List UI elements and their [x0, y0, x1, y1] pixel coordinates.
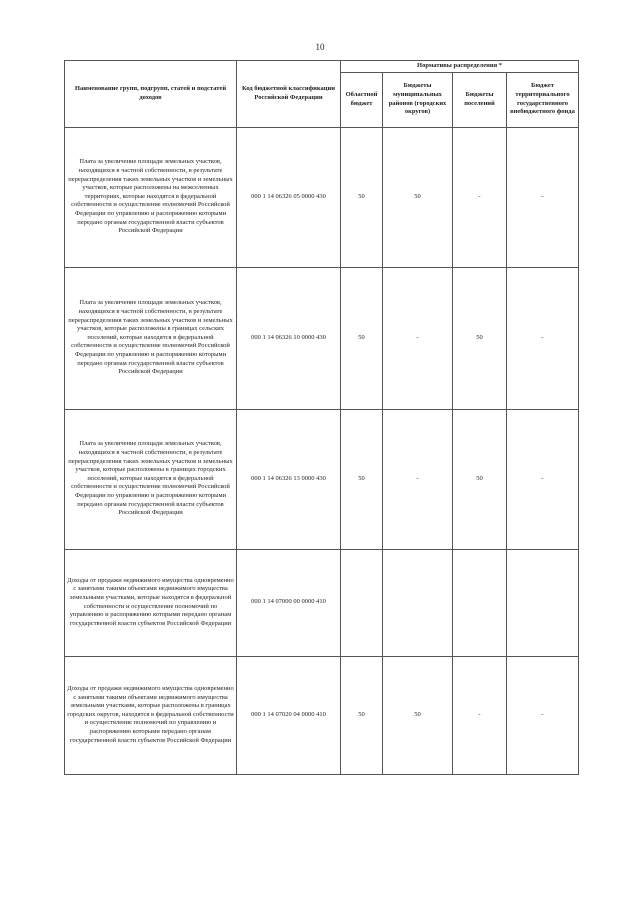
header-regional: Областной бюджет	[341, 72, 383, 127]
row-municipal: -	[383, 409, 453, 549]
header-row	[65, 61, 579, 73]
row-fund: -	[507, 409, 579, 549]
row-regional: 50	[341, 656, 383, 774]
row-settlements	[453, 549, 507, 656]
row-name: Доходы от продажи недвижимого имущества одновременно с занятыми такими объектами недвижимого имущества земельными участками, которые находятся в федеральной собственности и осуществление полномочий по управлению и распоряжению которыми передано органам государственной власти субъектов Российской Федерации	[65, 549, 237, 656]
page-number: 10	[315, 42, 325, 52]
row-fund: -	[507, 267, 579, 409]
row-fund	[507, 549, 579, 656]
row-code: 000 1 14 06326 10 0000 430	[237, 267, 341, 409]
row-fund: -	[507, 127, 579, 267]
table-row	[65, 549, 579, 656]
row-regional	[341, 549, 383, 656]
row-regional: 50	[341, 127, 383, 267]
row-municipal	[383, 549, 453, 656]
row-code: 000 1 14 07000 00 0000 410	[237, 549, 341, 656]
header-normatives: Нормативы распределения *	[341, 61, 579, 73]
table-row	[65, 127, 579, 267]
header-fund: Бюджет территориального государственного внебюджетного фонда	[507, 72, 579, 127]
row-regional: 50	[341, 409, 383, 549]
budget-distribution-table	[64, 60, 579, 775]
row-settlements: 50	[453, 267, 507, 409]
row-code: 000 1 14 07020 04 0000 410	[237, 656, 341, 774]
header-name: Наименование групп, подгрупп, статей и подстатей доходов	[65, 61, 237, 128]
row-code: 000 1 14 06326 13 0000 430	[237, 409, 341, 549]
row-name: Доходы от продажи недвижимого имущества одновременно с занятыми такими объектами недвижимого имущества земельными участками, которые расположены в границах городских округов, находятся в федеральной собственности и осуществление полномочий по управлению и распоряжению которыми передано органам государственной власти субъектов Российской Федерации	[65, 656, 237, 774]
header-settlements: Бюджеты поселений	[453, 72, 507, 127]
table-row	[65, 267, 579, 409]
table-row	[65, 656, 579, 774]
row-settlements: -	[453, 127, 507, 267]
header-code: Код бюджетной классификации Российской Федерации	[237, 61, 341, 128]
row-name: Плата за увеличение площади земельных участков, находящихся в частной собственности, в результате перераспределения таких земельных участков и земельных участков, которые расположены на межселенных территориях, которые находятся в федеральной собственности и осуществление полномочий Российской Федерации по управлению и распоряжению которыми передано органам государственной власти субъектов Российской Федерации	[65, 127, 237, 267]
header-municipal: Бюджеты муниципальных районов (городских округов)	[383, 72, 453, 127]
row-settlements: -	[453, 656, 507, 774]
row-municipal: -	[383, 267, 453, 409]
row-name: Плата за увеличение площади земельных участков, находящихся в частной собственности, в результате перераспределения таких земельных участков и земельных участков, которые расположены в границах сельских поселений, которые находятся в федеральной собственности и осуществление полномочий Российской Федерации по управлению и распоряжению которыми передано органам государственной власти субъектов Российской Федерации	[65, 267, 237, 409]
row-municipal: 50	[383, 127, 453, 267]
row-settlements: 50	[453, 409, 507, 549]
row-fund: -	[507, 656, 579, 774]
row-code: 000 1 14 06326 05 0000 430	[237, 127, 341, 267]
row-regional: 50	[341, 267, 383, 409]
row-municipal: 50	[383, 656, 453, 774]
table-row	[65, 409, 579, 549]
row-name: Плата за увеличение площади земельных участков, находящихся в частной собственности, в результате перераспределения таких земельных участков и земельных участков, которые расположены в границах городских поселений, которые находятся в федеральной собственности и осуществление полномочий Российской Федерации по управлению и распоряжению которыми передано органам государственной власти субъектов Российской Федерации	[65, 409, 237, 549]
